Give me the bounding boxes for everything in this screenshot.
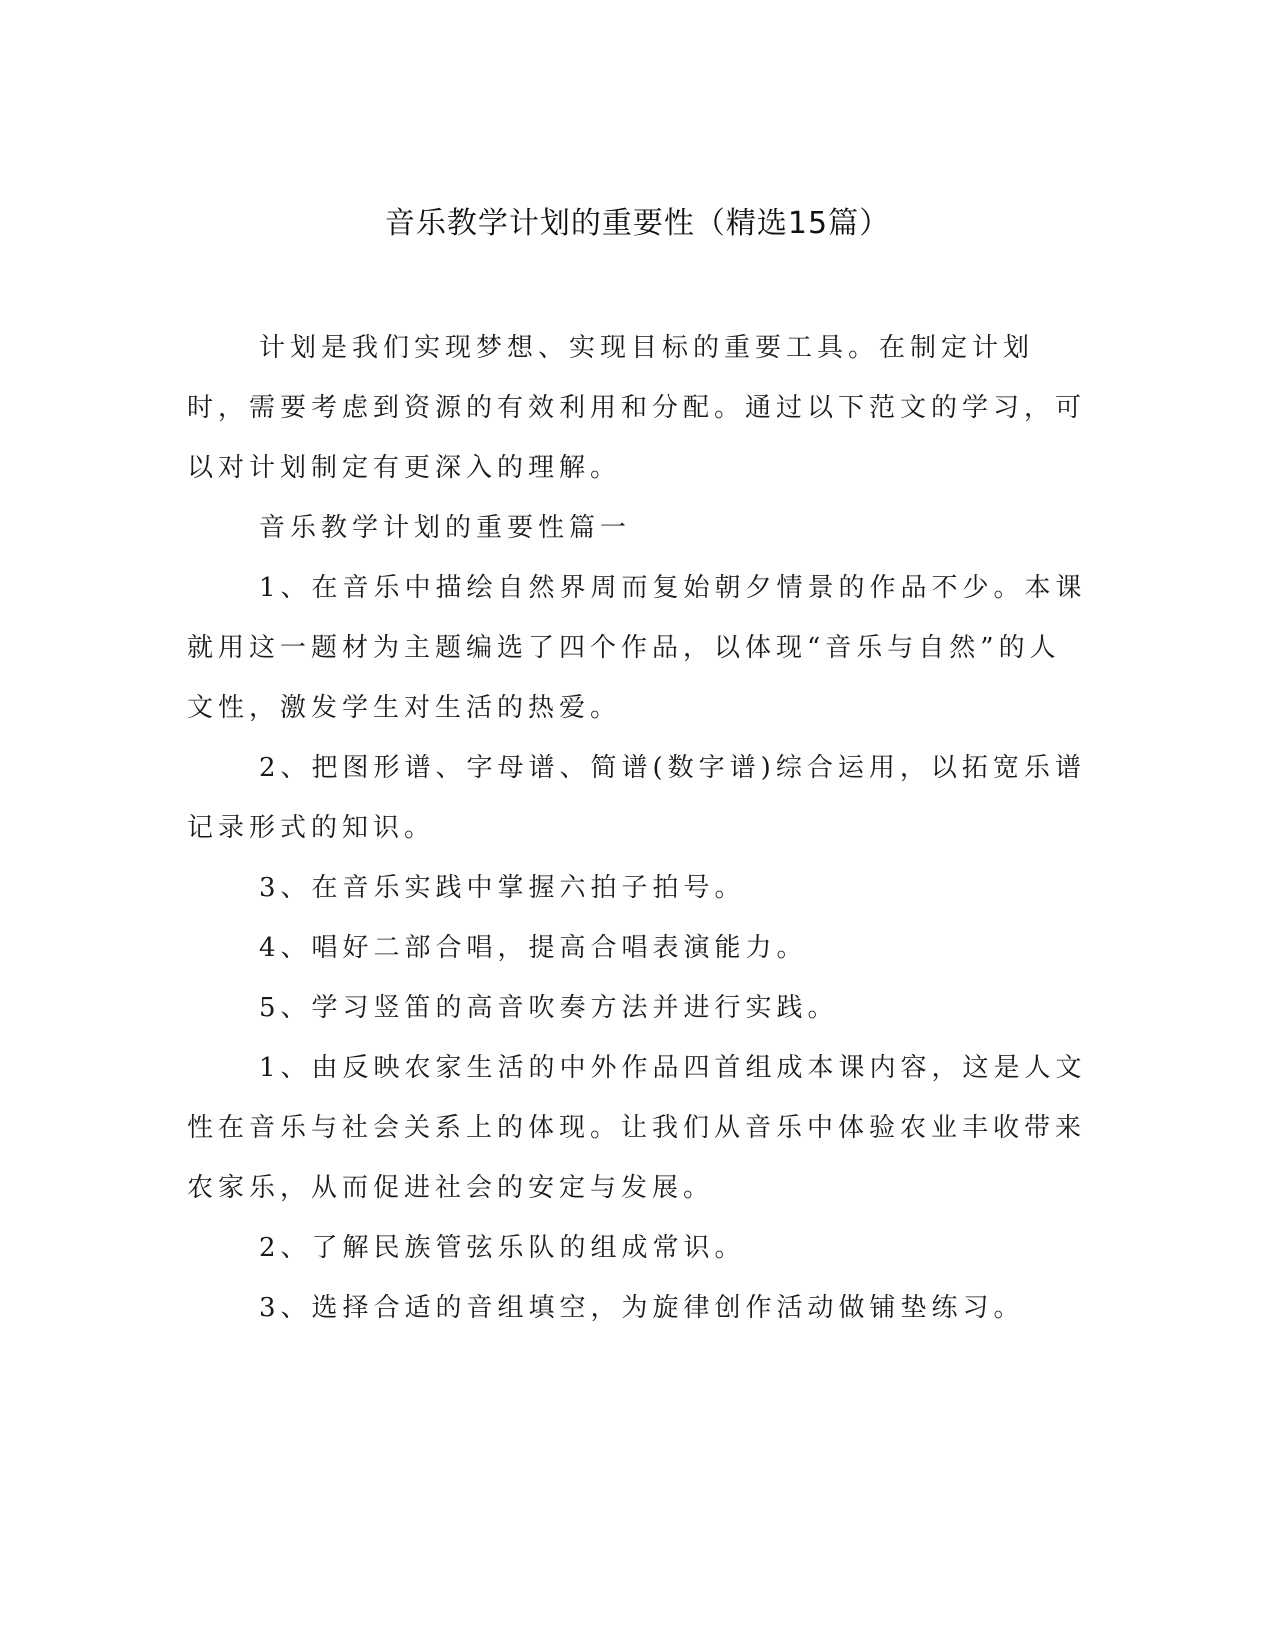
list-item: 5、学习竖笛的高音吹奏方法并进行实践。	[259, 993, 839, 1023]
list-item: 2、把图形谱、字母谱、简谱(数字谱)综合运用，以拓宽乐谱记录形式的知识。	[187, 753, 1086, 843]
list-item: 3、在音乐实践中掌握六拍子拍号。	[259, 873, 746, 903]
list-item: 1、在音乐中描绘自然界周而复始朝夕情景的作品不少。本课就用这一题材为主题编选了四个作品，以体现“音乐与自然”的人文性，激发学生对生活的热爱。	[187, 573, 1087, 723]
list-item: 4、唱好二部合唱，提高合唱表演能力。	[259, 933, 808, 963]
section-heading: 音乐教学计划的重要性篇一	[259, 513, 632, 543]
list-item: 1、由反映农家生活的中外作品四首组成本课内容，这是人文性在音乐与社会关系上的体现。让我们从音乐中体验农业丰收带来农家乐，从而促进社会的安定与发展。	[187, 1053, 1087, 1203]
document-title: 音乐教学计划的重要性（精选15篇）	[384, 206, 891, 241]
list-item: 3、选择合适的音组填空，为旋律创作活动做铺垫练习。	[259, 1293, 1025, 1323]
document-body	[187, 318, 1087, 1338]
list-item: 2、了解民族管弦乐队的组成常识。	[259, 1233, 746, 1263]
intro-paragraph: 计划是我们实现梦想、实现目标的重要工具。在制定计划时，需要考虑到资源的有效利用和分配。通过以下范文的学习，可以对计划制定有更深入的理解。	[187, 333, 1087, 483]
